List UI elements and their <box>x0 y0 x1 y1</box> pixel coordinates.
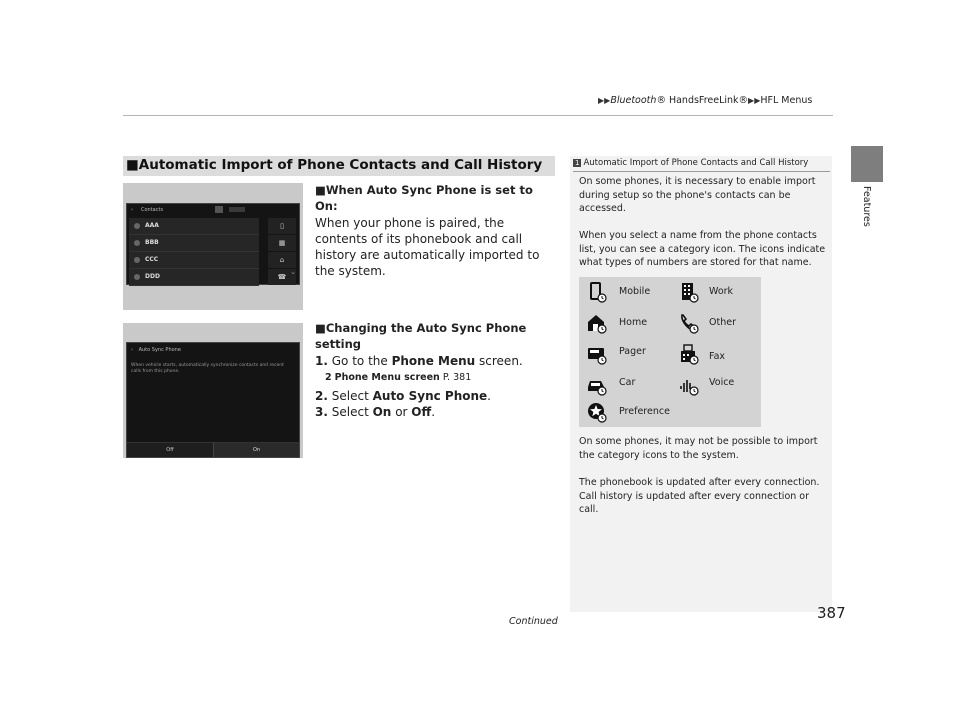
category-label-car: Car <box>619 377 636 388</box>
main-column <box>315 182 555 279</box>
avatar <box>134 223 140 229</box>
breadcrumb-arrow-icon: ▶▶ <box>598 96 611 105</box>
category-label-voice: Voice <box>709 377 735 388</box>
step-2: 2. Select Auto Sync Phone. <box>315 389 491 403</box>
mobile-icon <box>586 281 608 303</box>
auto-sync-on-description: When your phone is paired, the contents of its phonebook and call history are automatically imported to the system. <box>315 216 540 278</box>
section-title-bar <box>123 156 555 176</box>
contact-row: BBB <box>129 235 259 252</box>
step-3: 3. Select On or Off. <box>315 405 436 419</box>
header-rule <box>123 115 833 116</box>
auto-sync-screen-title: Auto Sync Phone <box>138 347 181 353</box>
category-label-mobile: Mobile <box>619 286 651 297</box>
breadcrumb-handsfreelink: ® HandsFreeLink® <box>656 95 749 106</box>
breadcrumb-bluetooth: Bluetooth <box>610 95 657 106</box>
auto-sync-screen <box>126 342 300 458</box>
category-label-pager: Pager <box>619 346 646 357</box>
cross-reference: 2 Phone Menu screen P. 381 <box>325 372 472 383</box>
contact-row: CCC <box>129 252 259 269</box>
contacts-screen <box>126 203 300 285</box>
avatar <box>134 240 140 246</box>
auto-sync-description: When vehicle starts, automatically synchronize contacts and recent calls from this phone. <box>131 363 284 374</box>
sidebar-tab-label: Features <box>861 186 872 227</box>
pager-icon <box>586 343 608 365</box>
category-label-other: Other <box>709 317 736 328</box>
mobile-icon: ▯ <box>268 218 296 234</box>
cross-reference-icon: 2 <box>325 372 332 383</box>
work-icon: ▦ <box>268 235 296 251</box>
category-label-work: Work <box>709 286 734 297</box>
auto-sync-screen-image <box>123 323 303 458</box>
status-indicator <box>229 207 245 212</box>
continued-label: Continued <box>509 616 558 627</box>
breadcrumb-arrow-icon: ▶▶ <box>748 96 761 105</box>
category-label-home: Home <box>619 317 648 328</box>
contacts-screen-image <box>123 183 303 310</box>
back-chevron-icon: › <box>131 347 133 353</box>
off-button: Off <box>127 442 213 457</box>
subheading-changing-setting: ■Changing the Auto Sync Phone setting <box>315 321 527 351</box>
fax-icon <box>678 343 700 365</box>
note-paragraph-2: When you select a name from the phone contacts list, you can see a category icon. The icons indicate what types of numbers are stored for that name. <box>579 230 826 268</box>
note-paragraph-1: On some phones, it is necessary to enable import during setup so the phone's contacts can be accessed. <box>579 176 816 214</box>
category-label-fax: Fax <box>709 351 726 362</box>
avatar <box>134 274 140 280</box>
work-icon <box>678 281 700 303</box>
note-panel <box>570 156 832 612</box>
auto-sync-phone-label: Auto Sync Phone <box>372 389 488 403</box>
contact-row: AAA <box>129 218 259 235</box>
steps-section <box>315 320 555 420</box>
subheading-auto-sync-on: ■When Auto Sync Phone is set to On: <box>315 183 533 213</box>
other-icon <box>678 312 700 334</box>
contacts-screen-title: Contacts <box>141 207 164 213</box>
contact-row: DDD <box>129 269 259 286</box>
phone-menu-label: Phone Menu <box>391 354 476 368</box>
on-label: On <box>372 405 392 419</box>
sync-icon <box>215 206 223 213</box>
home-icon: ⌂ <box>268 252 296 268</box>
category-label-preference: Preference <box>619 406 670 417</box>
note-paragraph-3: On some phones, it may not be possible to import the category icons to the system. <box>579 436 818 461</box>
chevron-down-icon: ⌄ <box>290 268 296 276</box>
page-number: 387 <box>817 604 846 622</box>
back-chevron-icon: › <box>131 207 133 213</box>
off-label: Off <box>411 405 432 419</box>
step-1: 1. Go to the Phone Menu screen. <box>315 354 523 368</box>
note-title: 1 Automatic Import of Phone Contacts and Call History <box>575 158 809 168</box>
car-icon <box>586 374 608 396</box>
on-button: On <box>213 442 299 457</box>
note-rule <box>573 171 830 172</box>
preference-icon <box>586 401 608 423</box>
sidebar-tab-marker <box>851 146 883 182</box>
home-icon <box>586 312 608 334</box>
phone-icon: ☎ <box>268 269 296 285</box>
breadcrumb-hfl-menus: HFL Menus <box>760 95 813 106</box>
note-icon: 1 <box>575 159 580 167</box>
breadcrumb <box>598 95 812 106</box>
voice-icon <box>678 374 700 396</box>
note-paragraph-4: The phonebook is updated after every connection. Call history is updated after every connection or call. <box>579 477 820 515</box>
avatar <box>134 257 140 263</box>
category-icon-table <box>579 277 761 427</box>
section-title: ■Automatic Import of Phone Contacts and Call History <box>126 157 543 173</box>
